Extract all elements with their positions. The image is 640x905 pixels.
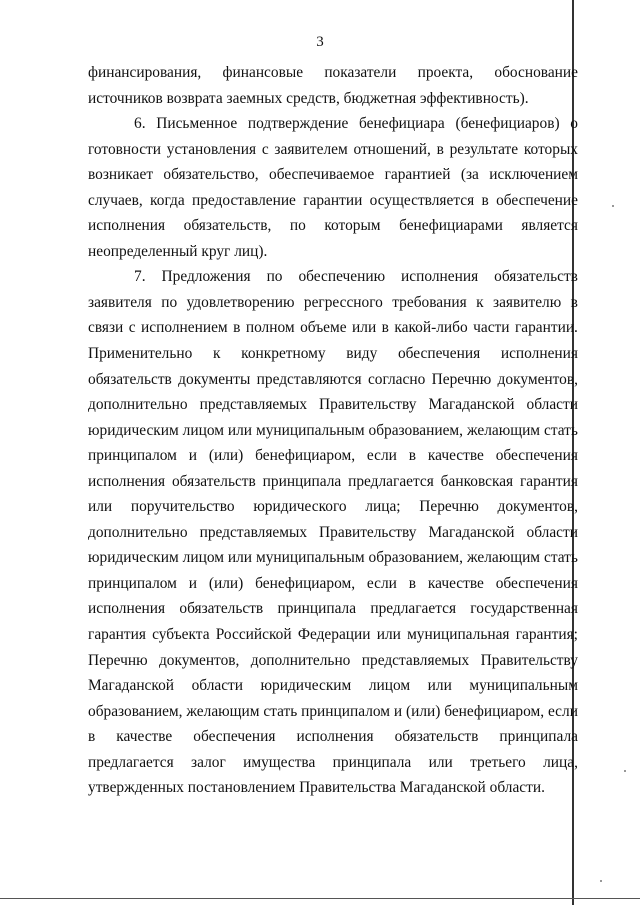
word: регрессного <box>303 293 383 311</box>
document-body <box>88 60 578 801</box>
word: юридическим <box>88 549 179 567</box>
word: если <box>366 447 397 465</box>
word: полном <box>245 319 295 337</box>
word: обязательств <box>171 472 256 490</box>
word: заявителю <box>492 293 562 311</box>
word: обязательств <box>179 600 264 618</box>
word: бенефициара <box>358 115 445 133</box>
word: имущества <box>243 753 316 771</box>
word: (или) <box>208 447 244 465</box>
scan-bottom-edge <box>0 898 640 899</box>
word: и <box>188 447 198 465</box>
scan-speck <box>600 880 602 882</box>
text-line <box>88 418 578 444</box>
word: документов, <box>497 498 578 516</box>
word: отношений, <box>353 140 431 158</box>
word: исполнения <box>88 217 166 235</box>
word: стать <box>263 702 298 720</box>
text-line <box>88 111 578 137</box>
word: стать <box>543 421 578 439</box>
word: принципала <box>499 728 578 746</box>
text-line <box>88 367 578 393</box>
text-line <box>88 520 578 546</box>
word: финансовые <box>222 64 304 81</box>
word: исключением <box>489 166 578 184</box>
word: или <box>227 421 253 439</box>
word: области <box>526 523 578 541</box>
word: части <box>473 319 510 337</box>
word: исполнения <box>296 728 374 746</box>
word: в <box>233 319 241 337</box>
word: в <box>381 319 389 337</box>
word: объеме <box>300 319 347 337</box>
word: в <box>408 447 417 465</box>
word: принципалом <box>88 447 177 465</box>
word: принципалом <box>301 702 391 720</box>
word: о <box>570 115 578 133</box>
word: обязательств <box>394 728 479 746</box>
scan-speck <box>624 770 626 772</box>
word: государственная <box>470 600 578 618</box>
word: (или) <box>405 702 441 720</box>
word: гарантия; <box>515 626 578 644</box>
word: принципала <box>262 472 342 490</box>
word: лица, <box>543 753 578 771</box>
text-line <box>88 60 578 86</box>
word: Правительству <box>319 523 417 541</box>
word: муниципальная <box>407 626 510 644</box>
word: которым <box>324 217 381 235</box>
word: образованием, <box>88 702 183 720</box>
text-line <box>88 622 578 648</box>
word: финансирования, <box>88 64 202 81</box>
word: обеспечение <box>496 191 578 209</box>
word: с <box>128 319 136 337</box>
word: показатели <box>324 64 397 81</box>
word: желающим <box>186 702 260 720</box>
word: заявителя <box>88 293 152 311</box>
text-line <box>88 188 578 214</box>
text-line <box>88 469 578 495</box>
word: Федерации <box>297 626 371 644</box>
word: лицом <box>182 421 224 439</box>
word: по <box>161 293 178 311</box>
text-line: утвержденных постановлением Правительства Магаданской области. <box>88 779 545 797</box>
word: исполнения <box>401 268 479 286</box>
word: бенефициарами <box>399 217 503 235</box>
word: исполнения <box>88 600 166 618</box>
word: предлагается <box>370 600 457 618</box>
scan-speck <box>612 205 614 207</box>
word: результате <box>449 140 519 158</box>
word: или <box>352 319 377 337</box>
word: банковская <box>440 472 514 490</box>
word: 6. <box>134 115 146 133</box>
word: залог <box>191 753 226 771</box>
text-line <box>88 750 578 776</box>
word: представляемых <box>199 523 308 541</box>
word: установления <box>166 140 257 158</box>
word: предоставление <box>191 191 296 209</box>
word: Правительству <box>319 396 417 414</box>
text-line <box>88 341 578 367</box>
word: Предложения <box>161 268 251 286</box>
text-line <box>88 443 578 469</box>
word: в <box>88 728 96 746</box>
word: дополнительно <box>250 651 351 669</box>
word: бенефициаром, <box>255 574 356 592</box>
text-line <box>88 648 578 674</box>
text-line <box>88 392 578 418</box>
word: обеспечения <box>193 728 276 746</box>
word: Применительно <box>88 345 193 363</box>
word: в <box>436 140 444 158</box>
word: обеспечения <box>495 447 578 465</box>
word: муниципальным <box>469 677 578 695</box>
word: юридическим <box>260 677 352 695</box>
word: осуществляется <box>369 191 475 209</box>
word: или <box>428 753 453 771</box>
word: Магаданской <box>428 396 515 414</box>
word: которых <box>523 140 578 158</box>
word: стать <box>543 549 578 567</box>
text-line <box>88 724 578 750</box>
word: дополнительно <box>88 396 188 414</box>
word: если <box>547 702 578 720</box>
word: гарантией <box>384 166 451 184</box>
word: (или) <box>208 574 244 592</box>
word: связи <box>88 319 124 337</box>
word: согласно <box>367 370 426 388</box>
word: желающим <box>466 421 541 439</box>
word: подтверждение <box>247 115 349 133</box>
word: бенефициаром, <box>444 702 545 720</box>
word: является <box>521 217 578 235</box>
word: гарантия <box>519 472 578 490</box>
word: Письменное <box>156 115 238 133</box>
word: обеспечению <box>298 268 386 286</box>
word: (за <box>460 166 479 184</box>
word: образованием, <box>368 549 464 567</box>
word: документов, <box>497 370 578 388</box>
word: или <box>376 626 401 644</box>
word: удовлетворению <box>186 293 295 311</box>
word: какой-либо <box>394 319 468 337</box>
word: принципалом <box>88 574 177 592</box>
word: Перечню <box>419 498 479 516</box>
word: по <box>266 268 283 286</box>
text-line: неопределенный круг лиц). <box>88 242 268 260</box>
word: лицом <box>368 677 411 695</box>
word: по <box>289 217 306 235</box>
word: образованием, <box>368 421 464 439</box>
text-line: источников возврата заемных средств, бюджетная эффективность). <box>88 89 529 107</box>
word: Перечню <box>431 370 492 388</box>
word: Российской <box>215 626 292 644</box>
word: исполнения <box>500 345 578 363</box>
word: в <box>408 574 417 592</box>
word: юридического <box>253 498 347 516</box>
text-line <box>88 571 578 597</box>
word: третьего <box>470 753 526 771</box>
word: с <box>261 140 269 158</box>
word: области <box>526 396 578 414</box>
word: области <box>191 677 244 695</box>
text-line <box>88 596 578 622</box>
word: предлагается <box>88 753 174 771</box>
word: документы <box>178 370 251 388</box>
word: готовности <box>88 140 162 158</box>
word: лицом <box>182 549 224 567</box>
word: гарантии <box>303 191 363 209</box>
word: муниципальным <box>255 421 365 439</box>
word: Магаданской <box>428 523 515 541</box>
word: субъекта <box>152 626 210 644</box>
word: бенефициаром, <box>255 447 356 465</box>
word: качестве <box>427 574 484 592</box>
word: возникает <box>88 166 154 184</box>
word: документов, <box>158 651 240 669</box>
word: лица; <box>365 498 401 516</box>
text-line <box>88 213 578 239</box>
word: 7. <box>134 268 146 286</box>
word: юридическим <box>88 421 179 439</box>
word: предлагается <box>348 472 434 490</box>
word: поручительство <box>130 498 235 516</box>
word: заявителем <box>274 140 348 158</box>
text-line <box>88 699 578 725</box>
word: проекта, <box>417 64 474 81</box>
page-number: 3 <box>316 34 324 50</box>
word: в <box>570 293 578 311</box>
word: представляются <box>256 370 362 388</box>
word: желающим <box>466 549 541 567</box>
word: исполнения <box>88 472 166 490</box>
text-line <box>88 315 578 341</box>
word: виду <box>346 345 378 363</box>
word: в <box>481 191 489 209</box>
word: когда <box>150 191 185 209</box>
word: или <box>88 498 113 516</box>
word: обоснование <box>494 64 578 81</box>
text-line <box>88 673 578 699</box>
word: принципала <box>332 753 412 771</box>
text-line <box>88 545 578 571</box>
word: или <box>227 549 253 567</box>
word: качестве <box>427 447 484 465</box>
word: принципала <box>277 600 357 618</box>
text-line <box>88 137 578 163</box>
word: или <box>427 677 452 695</box>
word: конкретному <box>241 345 326 363</box>
word: случаев, <box>88 191 143 209</box>
word: Перечню <box>88 651 148 669</box>
word: если <box>366 574 397 592</box>
word: гарантии. <box>514 319 578 337</box>
text-line <box>88 264 578 290</box>
text-line <box>88 290 578 316</box>
word: и <box>393 702 403 720</box>
word: дополнительно <box>88 523 188 541</box>
word: гарантия <box>88 626 146 644</box>
word: обеспечения <box>397 345 481 363</box>
word: представляемых <box>361 651 470 669</box>
word: и <box>188 574 198 592</box>
word: представляемых <box>199 396 308 414</box>
word: к <box>212 345 221 363</box>
word: требования <box>392 293 467 311</box>
word: исполнением <box>141 319 228 337</box>
word: муниципальным <box>255 549 365 567</box>
word: Магаданской <box>88 677 175 695</box>
word: обязательство, <box>163 166 259 184</box>
word: к <box>476 293 484 311</box>
text-line <box>88 494 578 520</box>
word: обязательств <box>88 370 172 388</box>
word: обязательств <box>494 268 578 286</box>
word: (бенефициаров) <box>455 115 560 133</box>
word: обеспечения <box>495 574 578 592</box>
word: обеспечиваемое <box>269 166 375 184</box>
word: Правительству <box>480 651 578 669</box>
word: обязательств, <box>183 217 272 235</box>
text-line <box>88 162 578 188</box>
word: качестве <box>116 728 173 746</box>
